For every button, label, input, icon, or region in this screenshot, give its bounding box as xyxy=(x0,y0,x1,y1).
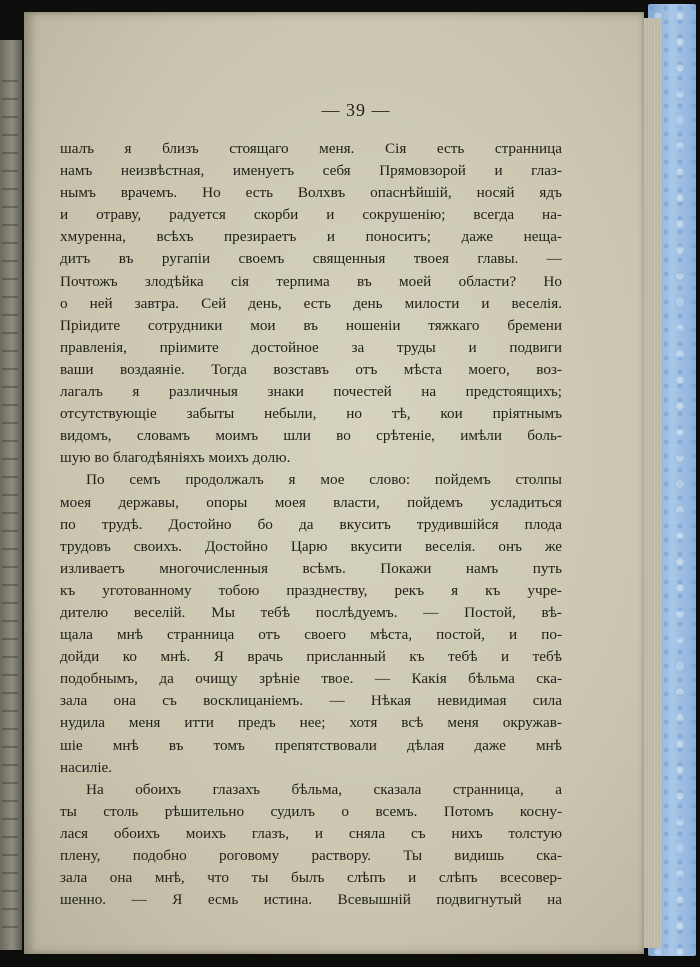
book-page xyxy=(24,12,644,954)
text-line: изливаетъ многочисленныя всѣмъ. Покажи намъ путь xyxy=(60,559,562,577)
text-line: трудовъ своихъ. Достойно Царю вкусити веселія. онъ же xyxy=(60,537,562,555)
text-line: хмуренна, всѣхъ презираетъ и поноситъ; даже нещa- xyxy=(60,228,562,246)
left-page-text-fragments xyxy=(2,80,18,940)
text-line: подобнымъ, да очищу зрѣніе твое. — Какія бѣльма ска- xyxy=(60,670,562,688)
text-line: дитъ въ ругапіи своемъ священныя твоея главы. — xyxy=(60,250,562,268)
text-line: моея державы, опоры моея власти, пойдемъ усладиться xyxy=(60,493,562,511)
text-line: нымъ врачемъ. Но есть Волхвъ опаснѣйшій, носяй ядъ xyxy=(60,184,562,202)
text-line: по трудѣ. Достойно бо да вкуситъ трудившійся плода xyxy=(60,515,562,533)
text-line: отсутствующіе забыты небыли, но тѣ, кои пріятнымъ xyxy=(60,405,562,423)
text-line: лагалъ я различныя знаки почестей на предстоящихъ; xyxy=(60,383,562,401)
text-line: зала она мнѣ, что ты былъ слѣпъ и слѣпъ всесовер- xyxy=(60,869,562,887)
text-line: шую во благодѣяніяхъ моихъ долю. xyxy=(60,449,291,467)
text-line: шіе мнѣ въ томъ препятствовали дѣлая даже мнѣ xyxy=(60,736,562,754)
text-line: ты столь рѣшительно судилъ о всемъ. Потомъ косну- xyxy=(60,802,562,820)
text-line: правленія, пріимите достойное за труды и подвиги xyxy=(60,338,562,356)
text-line: лася обоихъ моихъ глазъ, и сняла съ нихъ толстую xyxy=(60,824,562,842)
paragraph xyxy=(60,779,562,912)
paragraph xyxy=(60,138,562,469)
text-line: шалъ я близъ стоящаго меня. Сія есть странница xyxy=(60,140,562,157)
text-line: Почтожъ злодѣйка сія терпима въ моей области? Но xyxy=(60,272,562,290)
paragraph xyxy=(60,469,562,778)
text-line: и отраву, радуется скорби и сокрушенію; всегда на- xyxy=(60,206,562,224)
text-line: дойди ко мнѣ. Я врачь присланный къ тебѣ и тебѣ xyxy=(60,648,562,666)
text-line: видомъ, словамъ моимъ шли во срѣтеніе, имѣли боль- xyxy=(60,427,562,445)
text-line: зала она съ восклицаніемъ. — Нѣкая невидимая сила xyxy=(60,692,562,710)
left-facing-page-edge xyxy=(0,40,22,950)
text-line: плену, подобно роговому раствору. Ты видишь ска- xyxy=(60,847,562,864)
text-line: щала мнѣ странница отъ своего мѣста, постой, и по- xyxy=(60,626,562,644)
text-line: По семъ продолжалъ я мое слово: пойдемъ столпы xyxy=(86,471,562,489)
text-line: дителю веселій. Мы тебѣ послѣдуемъ. — Постой, вѣ- xyxy=(60,603,562,621)
page-body-text xyxy=(60,138,562,911)
text-line: шенно. — Я есмь истина. Всевышній подвигнутый на xyxy=(60,891,562,909)
text-line: къ уготованному тобою празднеству, рекъ я къ учре- xyxy=(60,581,562,599)
text-line: Пріидите сотрудники мои въ ношеніи тяжкаго бремени xyxy=(60,316,562,334)
text-line: нудила меня итти предъ нее; хотя всѣ меня окружав- xyxy=(60,714,562,732)
text-line: На обоихъ глазахъ бѣльма, сказала странница, а xyxy=(86,780,562,798)
text-line: насиліе. xyxy=(60,758,113,776)
text-line: намъ неизвѣстная, именуетъ себя Прямовзорой и глаз- xyxy=(60,162,562,180)
page-number: — 39 — xyxy=(321,100,391,120)
text-line: о ней завтра. Сей день, есть день милости и веселія. xyxy=(60,294,562,312)
text-line: ваши воздаяніе. Тогда возставъ отъ мѣста моего, воз- xyxy=(60,360,562,378)
